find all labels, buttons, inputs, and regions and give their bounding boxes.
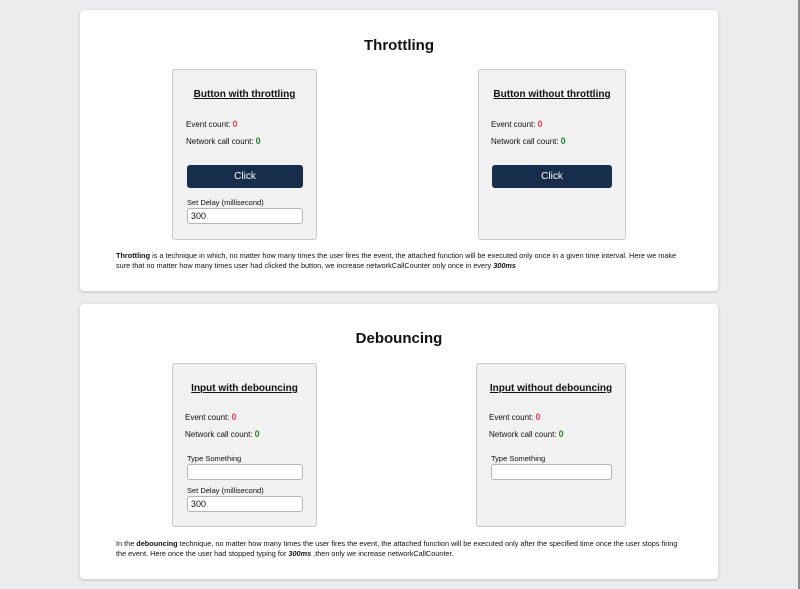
throttle-with-event-count xyxy=(186,119,238,129)
event-count-value: 0 xyxy=(537,119,543,129)
throttling-term: Throttling xyxy=(116,251,151,260)
non-debounce-input-label: Type Something xyxy=(491,454,546,463)
event-count-value: 0 xyxy=(535,412,541,422)
debounce-without-panel xyxy=(476,363,626,527)
network-count-label: Network call count: xyxy=(185,430,253,439)
debounce-with-event-count xyxy=(185,412,237,422)
debounce-input-label: Type Something xyxy=(187,454,242,463)
debounce-with-panel xyxy=(172,363,317,527)
event-count-label: Event count: xyxy=(489,413,534,422)
throttling-description xyxy=(116,251,686,271)
debouncing-suffix: ,then only we increase networkCallCounter. xyxy=(311,549,454,558)
throttling-description-text: is a technique in which, no matter how many times the user fires the event, the attached function will be executed only once in a given time interval. Here we make sure that no matter how many times user had clicked the button, we increase networkCallCounter only once in every xyxy=(116,251,677,270)
debouncing-emphasis: 300ms xyxy=(288,549,312,558)
debouncing-term: debouncing xyxy=(136,539,178,548)
throttle-delay-label: Set Delay (millisecond) xyxy=(187,198,264,207)
network-count-value: 0 xyxy=(254,429,260,439)
debouncing-prefix: In the xyxy=(116,539,137,548)
throttle-with-heading: Button with throttling xyxy=(193,89,296,100)
debouncing-title: Debouncing xyxy=(355,330,443,347)
network-count-label: Network call count: xyxy=(186,137,254,146)
non-debounced-text-input[interactable] xyxy=(491,464,612,480)
throttle-without-network-count xyxy=(491,136,566,146)
network-count-label: Network call count: xyxy=(491,137,559,146)
throttling-card xyxy=(80,10,718,291)
throttle-without-heading: Button without throttling xyxy=(493,89,611,100)
debounce-delay-label: Set Delay (millisecond) xyxy=(187,486,264,495)
throttling-title: Throttling xyxy=(364,37,434,54)
event-count-label: Event count: xyxy=(186,120,231,129)
debounce-with-heading: Input with debouncing xyxy=(191,383,298,394)
throttle-with-network-count xyxy=(186,136,261,146)
throttled-click-button[interactable]: Click xyxy=(187,165,303,188)
throttle-without-event-count xyxy=(491,119,543,129)
debounced-text-input[interactable] xyxy=(187,464,303,480)
debounce-delay-input[interactable] xyxy=(187,496,303,512)
debounce-without-heading: Input without debouncing xyxy=(489,383,613,394)
unthrottled-click-button[interactable]: Click xyxy=(492,165,612,188)
throttle-without-panel xyxy=(478,69,626,240)
throttling-emphasis: 300ms xyxy=(493,261,516,270)
event-count-label: Event count: xyxy=(491,120,536,129)
debouncing-card xyxy=(80,304,718,579)
debouncing-description xyxy=(116,539,686,559)
throttle-delay-input[interactable] xyxy=(187,208,303,224)
event-count-value: 0 xyxy=(232,119,238,129)
debounce-with-network-count xyxy=(185,429,260,439)
network-count-value: 0 xyxy=(558,429,564,439)
debounce-without-event-count xyxy=(489,412,541,422)
throttle-with-panel xyxy=(172,69,317,240)
network-count-label: Network call count: xyxy=(489,430,557,439)
event-count-label: Event count: xyxy=(185,413,230,422)
event-count-value: 0 xyxy=(231,412,237,422)
network-count-value: 0 xyxy=(255,136,261,146)
debounce-without-network-count xyxy=(489,429,564,439)
network-count-value: 0 xyxy=(560,136,566,146)
debouncing-description-text: technique, no matter how many times the user fires the event, the attached function will be executed only after the specified time once the user stops firing the event. Here once the user had stopped typing for xyxy=(116,539,678,558)
